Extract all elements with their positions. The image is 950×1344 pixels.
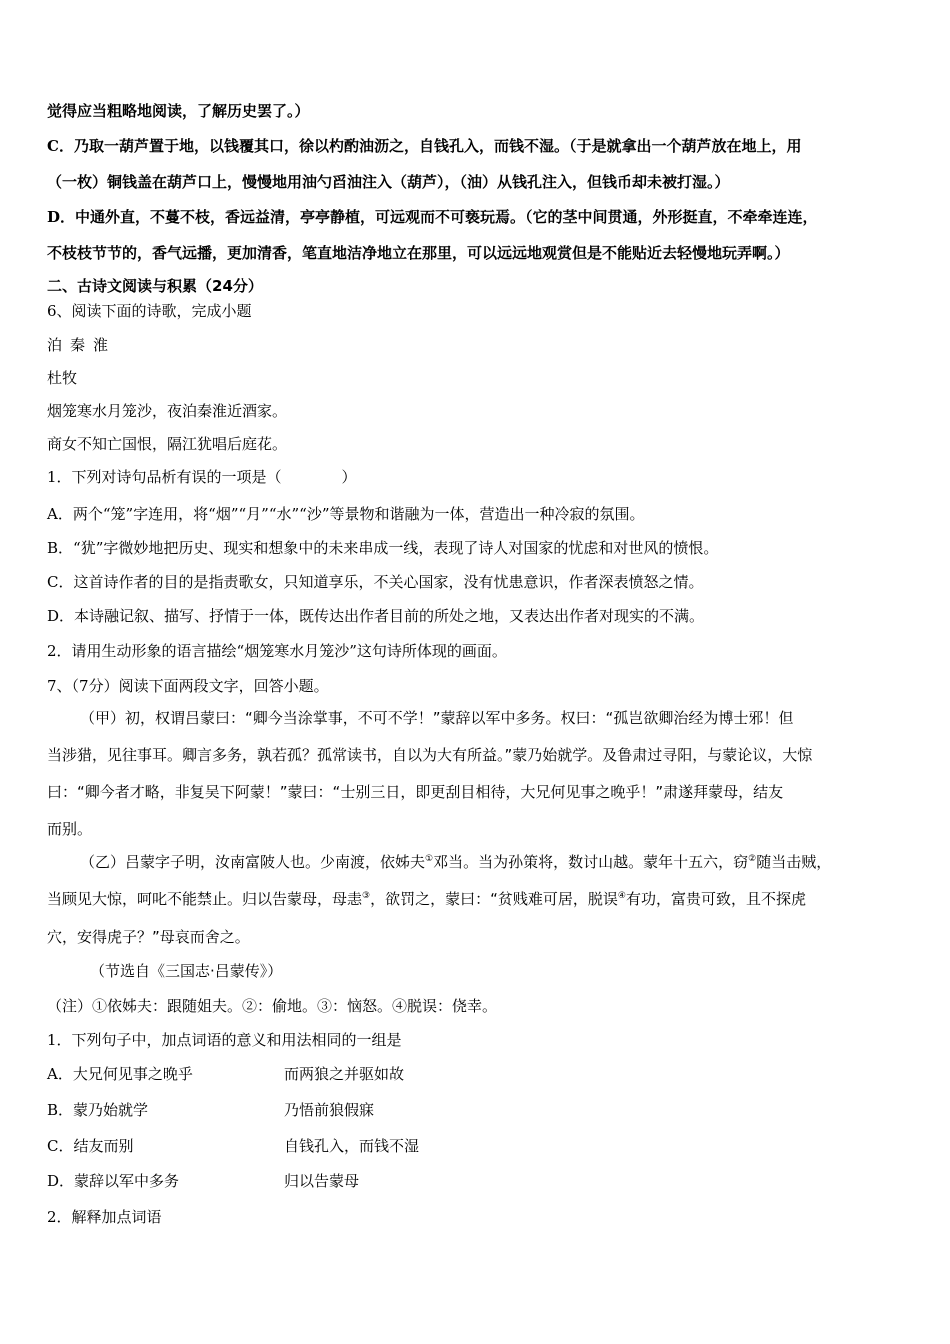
pair-b-left: B．蒙乃始就学: [47, 1101, 149, 1119]
passage-yi-line1: [80, 852, 831, 872]
yi-line2-part-a: 当顾见大惊，呵叱不能禁止。归以告蒙母，母恚: [47, 890, 363, 908]
poem-author: 杜牧: [47, 369, 78, 387]
q6-sub2: 2．请用生动形象的语言描绘“烟笼寒水月笼沙”这句诗所体现的画面。: [47, 642, 507, 660]
pair-d-right: 归以告蒙母: [284, 1172, 360, 1190]
footnote-marker-1: ①: [425, 854, 434, 864]
yi-line1-part-b: 邓当。当为孙策将，数讨山越。蒙年十五六，窃: [433, 853, 749, 871]
yi-line1-part-a: （乙）吕蒙字子明，汝南富陂人也。少南渡，依姊夫: [80, 853, 426, 871]
option-b-continuation: 觉得应当粗略地阅读，了解历史罢了。）: [47, 102, 310, 120]
passage-yi-line2: [47, 889, 806, 909]
poem-line-1: 烟笼寒水月笼沙，夜泊秦淮近酒家。: [47, 402, 288, 420]
option-c-line1: C．乃取一葫芦置于地，以钱覆其口，徐以杓酌油沥之，自钱孔入，而钱不湿。（于是就拿出一个葫芦放在地上，用: [47, 137, 802, 155]
q6-option-d: D．本诗融记叙、描写、抒情于一体，既传达出作者目前的所处之地，又表达出作者对现实的不满。: [47, 607, 705, 625]
passage-source: （节选自《三国志·吕蒙传》）: [90, 962, 283, 980]
q6-sub1: 1．下列对诗句品析有误的一项是（ ）: [47, 468, 357, 486]
passage-jia-line2: 当涉猎，见往事耳。卿言多务，孰若孤？孤常读书，自以为大有所益。”蒙乃始就学。及鲁肃过寻阳，与蒙论议，大惊: [47, 746, 813, 764]
q7-intro: 7、（7分）阅读下面两段文字，回答小题。: [47, 677, 329, 695]
passage-notes: （注）①依姊夫：跟随姐夫。②：偷地。③：恼怒。④脱误：侥幸。: [47, 997, 498, 1015]
pair-c-left: C．结友而别: [47, 1137, 134, 1155]
pair-d-left: D．蒙辞以军中多务: [47, 1172, 180, 1190]
yi-line2-part-b: ，欲罚之，蒙曰：“贫贱难可居，脱误: [370, 890, 618, 908]
option-d-line1: D．中通外直，不蔓不枝，香远益清，亭亭静植，可远观而不可亵玩焉。（它的茎中间贯通，外形挺直，不牵牵连连，: [47, 208, 818, 226]
q7-sub2: 2．解释加点词语: [47, 1208, 162, 1226]
yi-line2-part-c: 有功，富贵可致，且不探虎: [625, 890, 806, 908]
pair-a-right: 而两狼之并驱如故: [284, 1065, 405, 1083]
poem-title: 泊秦淮: [47, 336, 117, 354]
q6-option-a: A．两个“笼”字连用，将“烟”“月”“水”“沙”等景物和谐融为一体，营造出一种冷寂的氛围。: [47, 505, 645, 523]
passage-jia-line4: 而别。: [47, 820, 93, 838]
q6-option-b: B．“犹”字微妙地把历史、现实和想象中的未来串成一线，表现了诗人对国家的忧虑和对世风的愤恨。: [47, 539, 719, 557]
q6-option-c: C．这首诗作者的目的是指责歌女，只知道享乐，不关心国家，没有忧患意识，作者深表愤怒之情。: [47, 573, 704, 591]
passage-yi-line3: 穴，安得虎子？”母哀而舍之。: [47, 928, 250, 946]
q6-intro: 6、阅读下面的诗歌，完成小题: [47, 302, 252, 320]
pair-c-right: 自钱孔入，而钱不湿: [284, 1137, 420, 1155]
option-c-line2: （一枚）铜钱盖在葫芦口上，慢慢地用油勺舀油注入（葫芦），（油）从钱孔注入，但钱币却未被打湿。）: [47, 173, 730, 191]
footnote-marker-2: ②: [748, 854, 757, 864]
pair-b-right: 乃悟前狼假寐: [284, 1101, 375, 1119]
option-d-line2: 不枝枝节节的，香气远播，更加清香，笔直地洁净地立在那里，可以远远地观赏但是不能贴近去轻慢地玩弄啊。）: [47, 244, 790, 262]
footnote-marker-4: ④: [617, 891, 626, 901]
section-heading: 二、古诗文阅读与积累（24分）: [47, 277, 263, 295]
q7-sub1: 1．下列句子中，加点词语的意义和用法相同的一组是: [47, 1031, 402, 1049]
yi-line1-part-c: 随当击贼，: [756, 853, 832, 871]
passage-jia-line1: （甲）初，权谓吕蒙曰：“卿今当涂掌事，不可不学！”蒙辞以军中多务。权曰：“孤岂欲卿治经为博士邪！但: [80, 709, 794, 727]
poem-line-2: 商女不知亡国恨，隔江犹唱后庭花。: [47, 435, 288, 453]
footnote-marker-3: ③: [362, 891, 371, 901]
pair-a-left: A．大兄何见事之晚乎: [47, 1065, 193, 1083]
passage-jia-line3: 曰：“卿今者才略，非复吴下阿蒙！”蒙曰：“士别三日，即更刮目相待，大兄何见事之晚乎！”肃遂拜蒙母，结友: [47, 783, 784, 801]
